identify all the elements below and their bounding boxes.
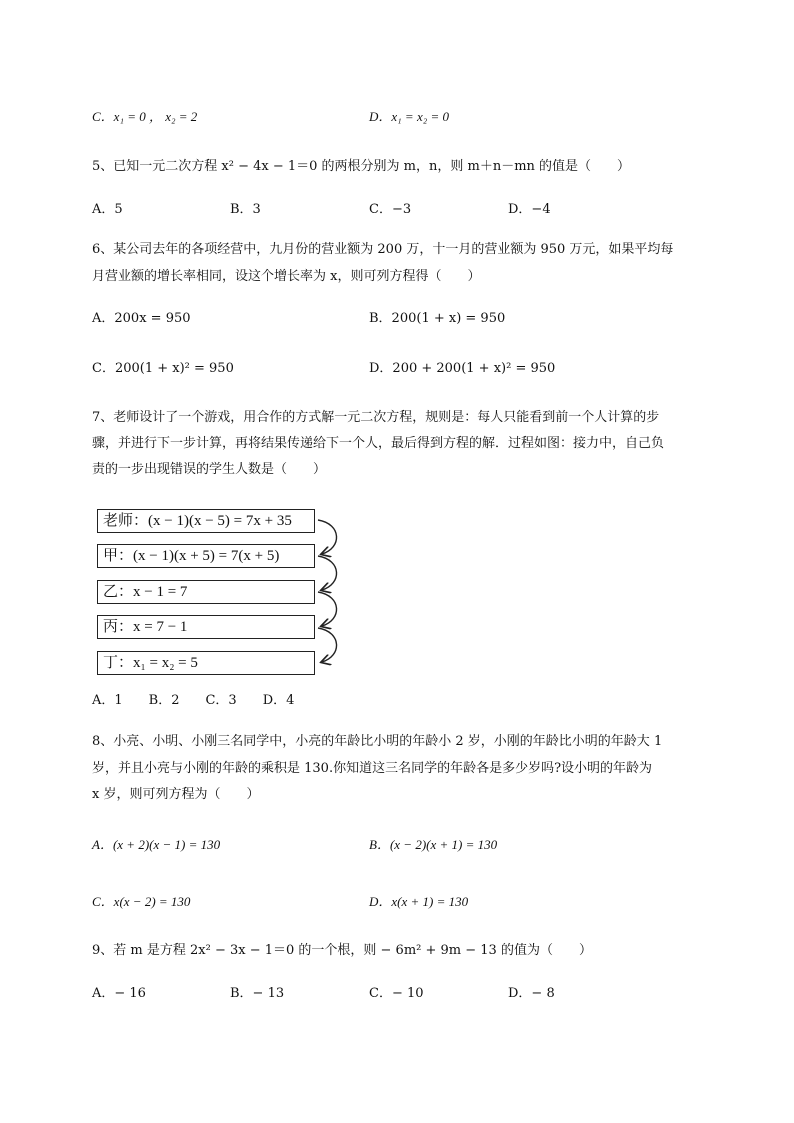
relay-step-bing: 丙：x = 7 − 1: [97, 615, 315, 639]
q6-stem-line2: 月营业额的增长率相同，设这个增长率为 x，则可列方程得（ ）: [92, 269, 481, 284]
q7-stem-line1: 7、老师设计了一个游戏，用合作的方式解一元二次方程，规则是：每人只能看到前一个人计算的步: [92, 410, 660, 425]
q7-stem-line3: 责的一步出现错误的学生人数是（ ）: [92, 462, 327, 477]
q9-option-d: D．− 8: [508, 986, 555, 1001]
relay-arrow-1: [318, 520, 337, 554]
q6-option-d: D．200 + 200(1 + x)² = 950: [369, 361, 556, 376]
relay-step-jia: 甲：(x − 1)(x + 5) = 7(x + 5): [97, 544, 315, 568]
q8-stem-line2: 岁，并且小亮与小刚的年龄的乘积是 130.你知道这三名同学的年龄各是多少岁吗?设小明的年龄为: [92, 761, 653, 776]
q5-option-a: A．5: [92, 202, 123, 217]
q6-stem-line1: 6、某公司去年的各项经营中，九月份的营业额为 200 万，十一月的营业额为 950 万元，如果平均每: [92, 242, 674, 257]
relay-arrows: [316, 508, 356, 688]
q5-option-c: C．−3: [369, 202, 412, 217]
q9-option-b: B．− 13: [230, 986, 285, 1001]
relay-step-teacher: 老师：(x − 1)(x − 5) = 7x + 35: [97, 509, 315, 533]
q7-stem-line2: 骤，并进行下一步计算，再将结果传递给下一个人，最后得到方程的解．过程如图：接力中，自己负: [92, 436, 665, 451]
q4-option-c: C．x₁ = 0 ， x₂ = 2: [92, 109, 198, 124]
q8-option-a: A．(x + 2)(x − 1) = 130: [92, 837, 221, 852]
q5-stem: 5、已知一元二次方程 x² − 4x − 1＝0 的两根分别为 m，n，则 m＋n－mn 的值是（ ）: [92, 159, 631, 174]
q6-option-c: C．200(1 + x)² = 950: [92, 361, 234, 376]
q9-option-c: C．− 10: [369, 986, 424, 1001]
relay-arrow-2: [318, 556, 337, 590]
q9-stem: 9、若 m 是方程 2x² − 3x − 1＝0 的一个根，则 − 6m² + 9m − 13 的值为（ ）: [92, 943, 592, 958]
q8-option-d: D．x(x + 1) = 130: [369, 894, 469, 909]
q4-option-d: D．x₁ = x₂ = 0: [369, 109, 450, 124]
q7-options: A．1 B．2 C．3 D．4: [92, 693, 295, 708]
relay-step-yi: 乙：x − 1 = 7: [97, 580, 315, 604]
q8-option-b: B．(x − 2)(x + 1) = 130: [369, 837, 498, 852]
q9-option-a: A．− 16: [92, 986, 146, 1001]
q6-option-b: B．200(1 + x) = 950: [369, 311, 506, 326]
relay-arrow-3: [318, 592, 337, 626]
q8-option-c: C．x(x − 2) = 130: [92, 894, 191, 909]
q6-option-a: A．200x = 950: [92, 311, 191, 326]
q5-option-d: D．−4: [508, 202, 551, 217]
q8-stem-line1: 8、小亮、小明、小刚三名同学中，小亮的年龄比小明的年龄小 2 岁，小刚的年龄比小明的年龄大 1: [92, 734, 663, 749]
q5-option-b: B．3: [230, 202, 261, 217]
q8-stem-line3: x 岁，则可列方程为（ ）: [92, 787, 260, 802]
relay-arrow-4: [318, 628, 337, 662]
relay-step-ding: 丁：x₁ = x₂ = 5: [97, 651, 315, 675]
